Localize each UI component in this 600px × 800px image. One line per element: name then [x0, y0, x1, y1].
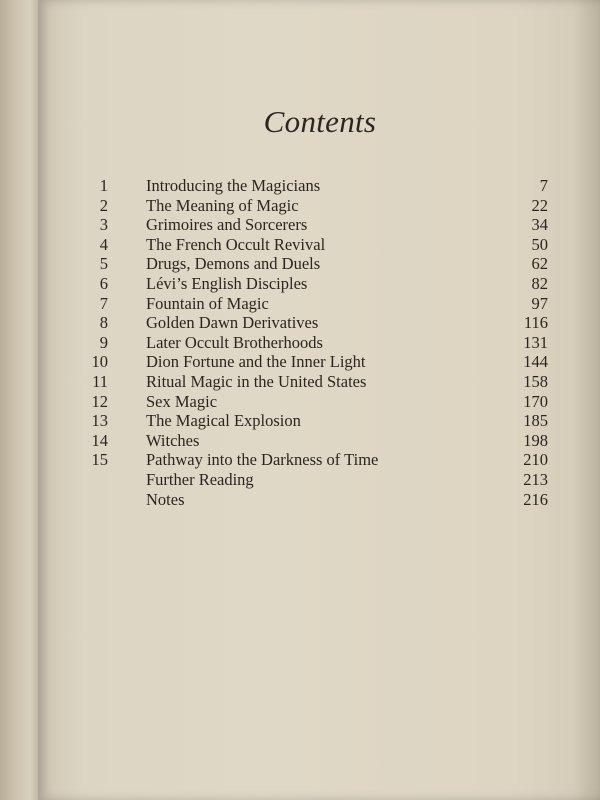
chapter-title: The French Occult Revival	[146, 234, 326, 254]
chapter-title: Witches	[146, 430, 200, 450]
chapter-number: 7	[99, 293, 108, 313]
page-number: 34	[531, 215, 548, 235]
toc-entry	[78, 490, 548, 510]
page-number: 185	[523, 411, 548, 431]
chapter-number: 10	[91, 352, 108, 372]
page-number: 213	[523, 469, 548, 489]
toc-entry	[78, 294, 548, 314]
chapter-number: 11	[92, 371, 108, 391]
chapter-title: Later Occult Brotherhoods	[146, 332, 323, 352]
chapter-number: 6	[99, 273, 108, 293]
chapter-number: 9	[99, 332, 108, 352]
chapter-number: 3	[99, 215, 108, 235]
table-of-contents	[78, 176, 548, 509]
toc-entry	[78, 235, 548, 255]
chapter-number: 15	[91, 450, 108, 470]
toc-entry	[78, 470, 548, 490]
chapter-title: The Magical Explosion	[146, 411, 301, 431]
page-number: 144	[523, 352, 548, 372]
page-number: 198	[523, 430, 548, 450]
chapter-title: Further Reading	[146, 469, 254, 489]
page-number: 82	[531, 273, 548, 293]
page-title: Contents	[263, 104, 377, 139]
toc-entry	[78, 411, 548, 431]
chapter-title: Introducing the Magicians	[146, 176, 321, 195]
chapter-title: Ritual Magic in the United States	[146, 371, 367, 391]
chapter-number: 14	[91, 430, 108, 450]
toc-entry	[78, 274, 548, 294]
chapter-number: 4	[99, 234, 108, 254]
chapter-number: 2	[99, 195, 108, 215]
page-number: 7	[539, 176, 548, 195]
page-number: 50	[531, 234, 548, 254]
toc-entry	[78, 431, 548, 451]
chapter-title: Lévi’s English Disciples	[146, 273, 308, 293]
page-number: 62	[531, 254, 548, 274]
page-number: 22	[531, 195, 548, 215]
chapter-title: Golden Dawn Derivatives	[146, 313, 319, 333]
toc-entry	[78, 176, 548, 196]
chapter-number: 1	[99, 176, 108, 195]
chapter-title: Grimoires and Sorcerers	[146, 215, 308, 235]
page-number: 210	[523, 450, 548, 470]
chapter-number: 12	[91, 391, 108, 411]
chapter-number: 5	[99, 254, 108, 274]
chapter-number: 8	[99, 313, 108, 333]
chapter-title: Fountain of Magic	[146, 293, 269, 313]
page-number: 131	[523, 332, 548, 352]
page-number: 170	[523, 391, 548, 411]
chapter-title: The Meaning of Magic	[146, 195, 299, 215]
chapter-title: Pathway into the Darkness of Time	[146, 450, 379, 470]
page-number: 116	[523, 313, 548, 333]
chapter-title: Drugs, Demons and Duels	[146, 254, 321, 274]
toc-entry	[78, 215, 548, 235]
chapter-title: Dion Fortune and the Inner Light	[146, 352, 366, 372]
toc-entry	[78, 196, 548, 216]
toc-entry	[78, 254, 548, 274]
toc-entry	[78, 372, 548, 392]
toc-entry	[78, 352, 548, 372]
chapter-number: 13	[91, 411, 108, 431]
chapter-title: Sex Magic	[146, 391, 218, 411]
page-number: 97	[531, 293, 548, 313]
chapter-title: Notes	[146, 489, 185, 509]
page-number: 216	[523, 489, 548, 509]
toc-entry	[78, 313, 548, 333]
toc-entry	[78, 450, 548, 470]
page-number: 158	[523, 371, 548, 391]
toc-entry	[78, 392, 548, 412]
toc-entry	[78, 333, 548, 353]
